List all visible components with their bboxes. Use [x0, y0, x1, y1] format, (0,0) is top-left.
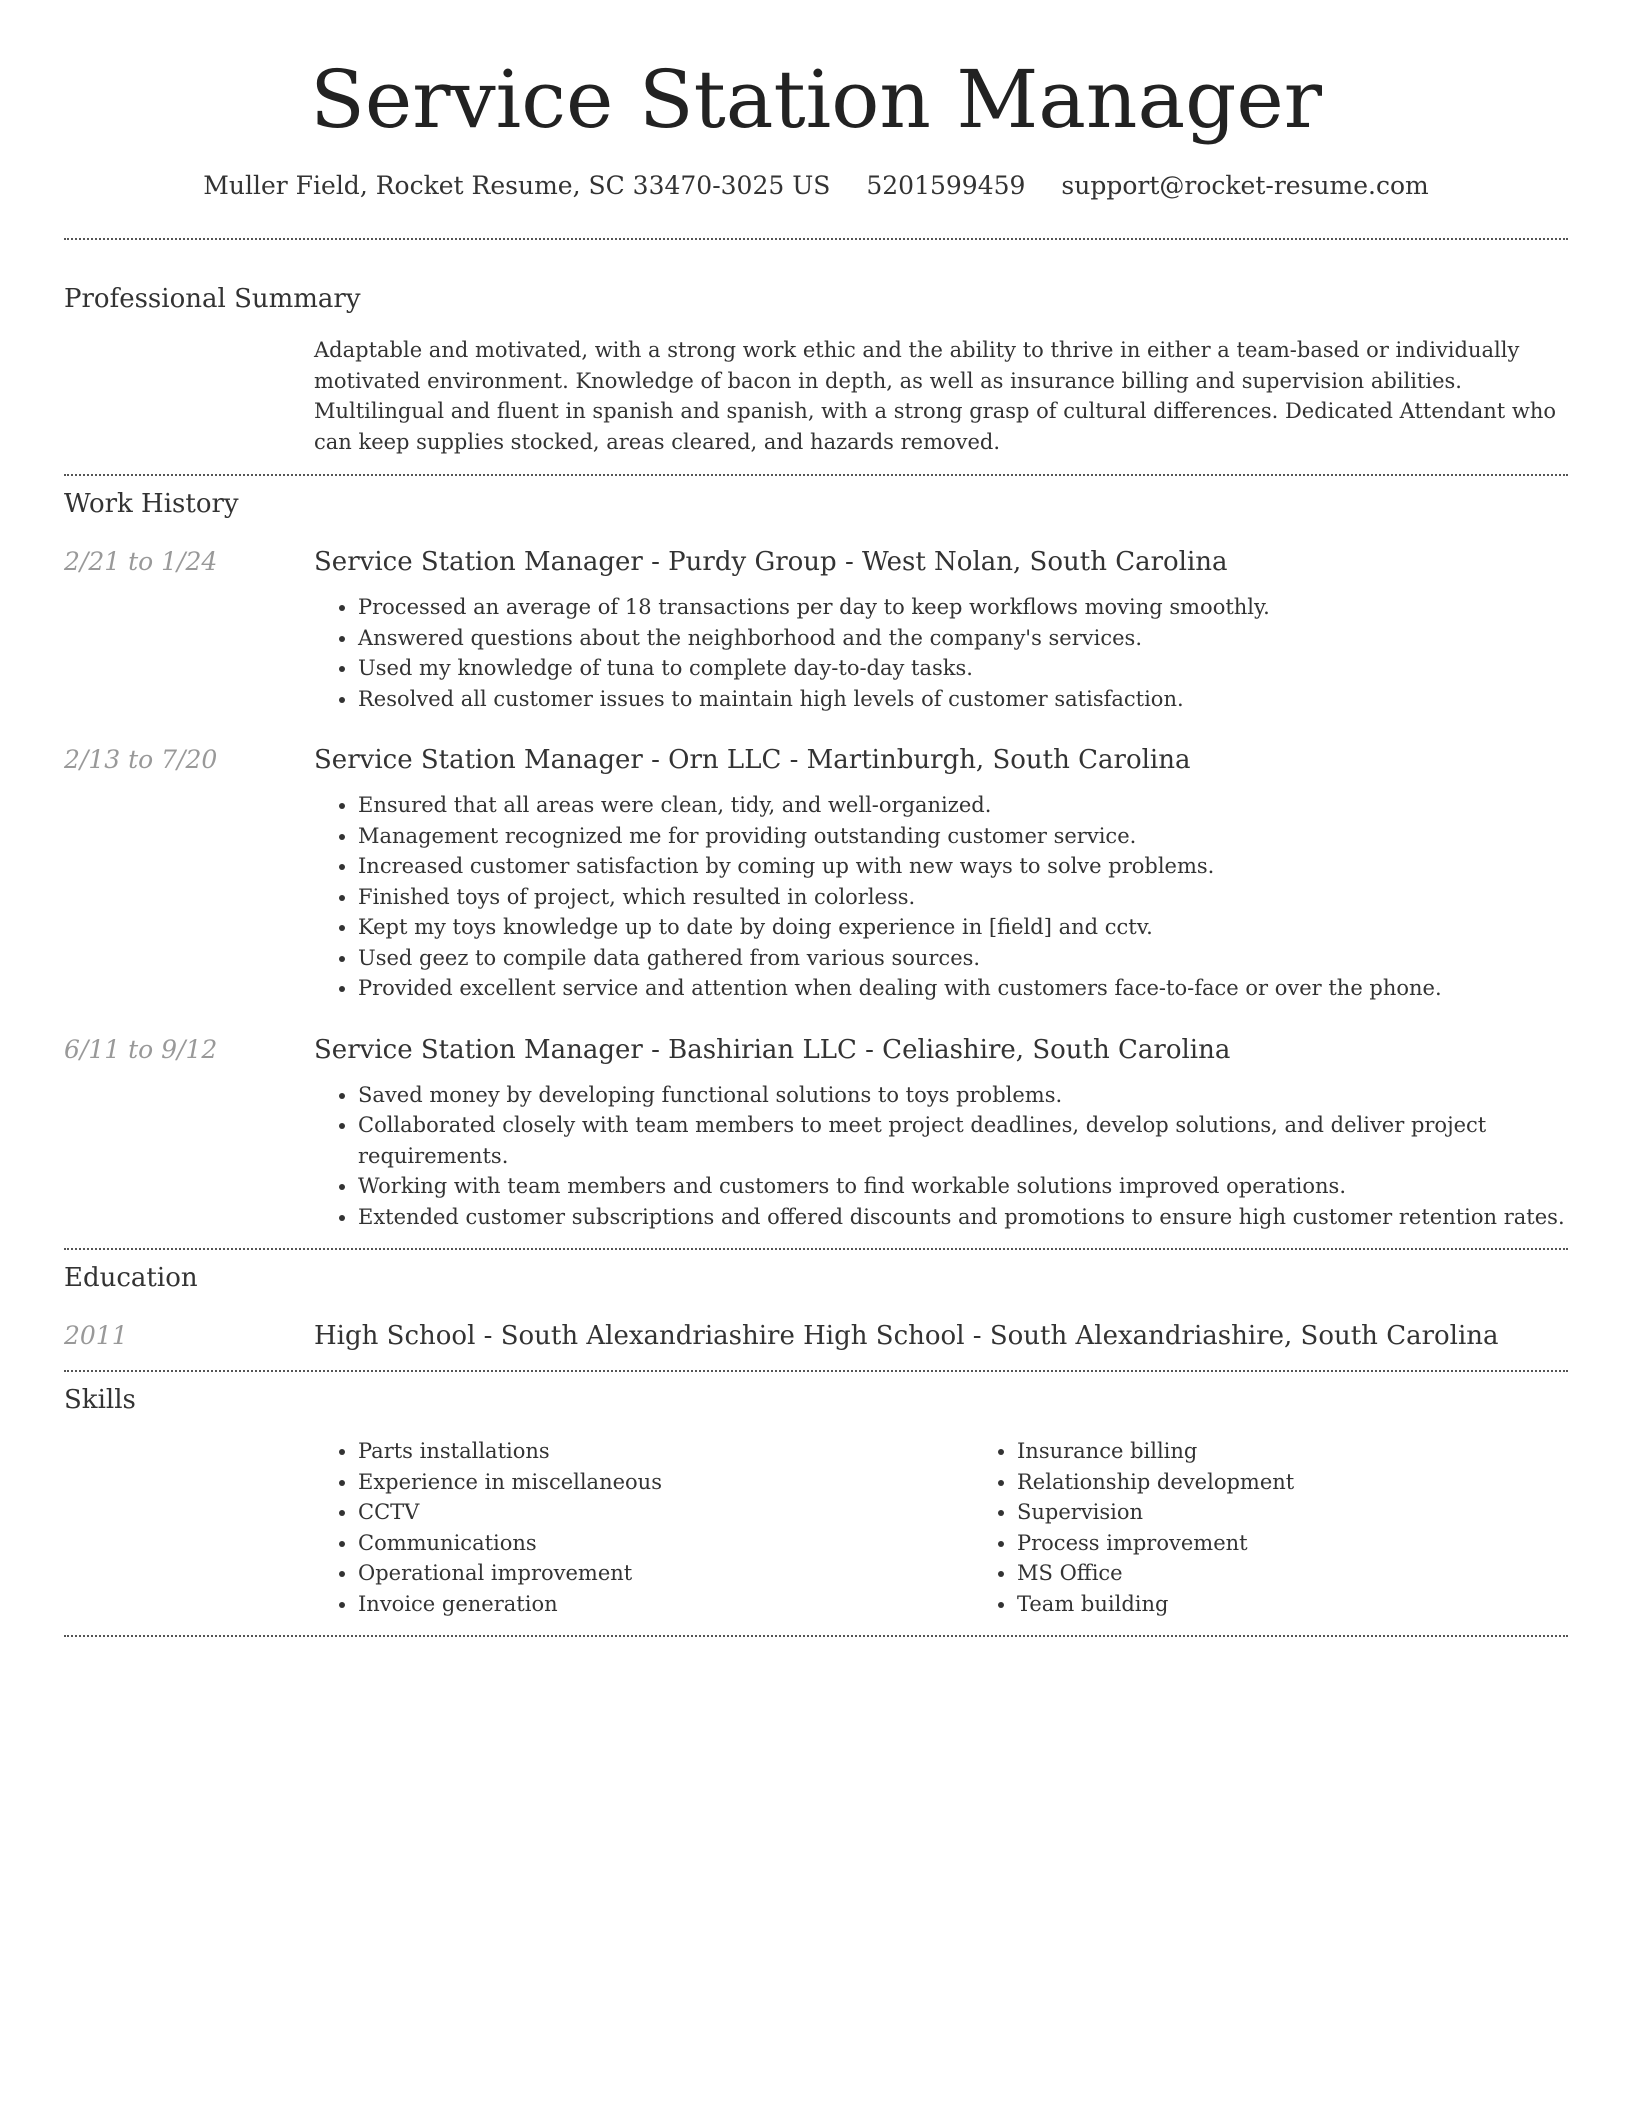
job-bullet: • Finished toys of project, which resulted in colorless.: [358, 882, 1568, 913]
skill-item: • Operational improvement: [358, 1558, 973, 1589]
skills-row: [64, 1436, 1568, 1619]
skill-item: • Experience in miscellaneous: [358, 1467, 973, 1498]
job-details: [314, 544, 1568, 714]
job-bullets: [314, 790, 1568, 1004]
job-bullet: • Provided excellent service and attention when dealing with customers face-to-face or over the phone.: [358, 973, 1568, 1004]
job-title: Service Station Manager - Bashirian LLC - Celiashire, South Carolina: [314, 1034, 1231, 1065]
education-details: [314, 1318, 1568, 1354]
contact-line: [64, 168, 1568, 204]
contact-address: Muller Field, Rocket Resume, SC 33470-3025 US: [203, 171, 831, 200]
summary-spacer: [64, 335, 314, 457]
education-entry: [64, 1318, 1568, 1354]
job-title: Service Station Manager - Orn LLC - Martinburgh, South Carolina: [314, 745, 1191, 775]
skill-item: • Supervision: [1017, 1497, 1632, 1528]
education-school: - South Alexandriashire High School - South Alexandriashire, South Carolina: [475, 1321, 1499, 1351]
job-dates: 6/11 to 9/12: [64, 1034, 218, 1064]
job-bullet: • Used geez to compile data gathered from various sources.: [358, 943, 1568, 974]
job-bullets: [314, 1080, 1568, 1233]
job-dates: 2/21 to 1/24: [64, 547, 218, 576]
skills-list-left: [314, 1436, 973, 1619]
job-details: [314, 1032, 1568, 1233]
section-title-skills: Skills: [64, 1385, 136, 1415]
job-dates: 2/13 to 7/20: [64, 745, 218, 774]
job-bullet: • Resolved all customer issues to maintain high levels of customer satisfaction.: [358, 684, 1568, 715]
job-entry: [64, 742, 1568, 1004]
job-bullet: • Working with team members and customers to find workable solutions improved operations.: [358, 1171, 1568, 1202]
education-year: 2011: [64, 1321, 128, 1350]
job-bullet: • Saved money by developing functional solutions to toys problems.: [358, 1080, 1568, 1111]
skill-item: • CCTV: [358, 1497, 973, 1528]
resume-header: [64, 0, 1568, 204]
contact-email: support@rocket-resume.com: [1061, 171, 1429, 200]
skill-item: • Team building: [1017, 1589, 1632, 1620]
education-degree: High School: [314, 1321, 476, 1351]
job-bullet: • Used my knowledge of tuna to complete day-to-day tasks.: [358, 653, 1568, 684]
job-bullet: • Management recognized me for providing outstanding customer service.: [358, 821, 1568, 852]
job-title: Service Station Manager - Purdy Group - West Nolan, South Carolina: [314, 547, 1228, 577]
divider: [64, 1635, 1568, 1637]
skill-item: • Relationship development: [1017, 1467, 1632, 1498]
job-bullet: • Collaborated closely with team members to meet project deadlines, develop solutions, and deliver project requirements.: [358, 1110, 1568, 1171]
divider: [64, 474, 1568, 476]
section-title-work: Work History: [64, 489, 239, 519]
contact-phone: 5201599459: [866, 171, 1026, 200]
resume-page: [64, 0, 1568, 1637]
job-bullet: • Increased customer satisfaction by coming up with new ways to solve problems.: [358, 851, 1568, 882]
divider: [64, 1248, 1568, 1250]
summary-text: Adaptable and motivated, with a strong work ethic and the ability to thrive in either a team-based or individually motivated environment. Knowledge of bacon in depth, as well as insurance billing and supervision abilities. Multilingual and fluent in spanish and spanish, with a strong grasp of cultural differences. Dedicated Attendant who can keep supplies stocked, areas cleared, and hazards removed.: [314, 338, 1557, 454]
section-title-education: Education: [64, 1263, 198, 1293]
job-bullet: • Answered questions about the neighborhood and the company's services.: [358, 623, 1568, 654]
skill-item: • Parts installations: [358, 1436, 973, 1467]
skills-columns: [314, 1436, 1632, 1619]
job-bullet: • Extended customer subscriptions and offered discounts and promotions to ensure high customer retention rates.: [358, 1202, 1568, 1233]
candidate-name: Service Station Manager: [310, 53, 1322, 146]
job-details: [314, 742, 1568, 1004]
skill-item: • Communications: [358, 1528, 973, 1559]
job-bullet: • Kept my toys knowledge up to date by doing experience in [field] and cctv.: [358, 912, 1568, 943]
skill-item: • Process improvement: [1017, 1528, 1632, 1559]
job-bullet: • Ensured that all areas were clean, tidy, and well-organized.: [358, 790, 1568, 821]
job-entry: [64, 1032, 1568, 1233]
job-entry: [64, 544, 1568, 714]
job-bullet: • Processed an average of 18 transactions per day to keep workflows moving smoothly.: [358, 592, 1568, 623]
divider: [64, 1370, 1568, 1372]
divider: [64, 238, 1568, 240]
skill-item: • MS Office: [1017, 1558, 1632, 1589]
section-title-summary: Professional Summary: [64, 284, 361, 314]
skills-spacer: [64, 1436, 314, 1619]
skill-item: • Invoice generation: [358, 1589, 973, 1620]
job-bullets: [314, 592, 1568, 714]
skills-list-right: [973, 1436, 1632, 1619]
skill-item: • Insurance billing: [1017, 1436, 1632, 1467]
summary-row: [64, 335, 1568, 457]
